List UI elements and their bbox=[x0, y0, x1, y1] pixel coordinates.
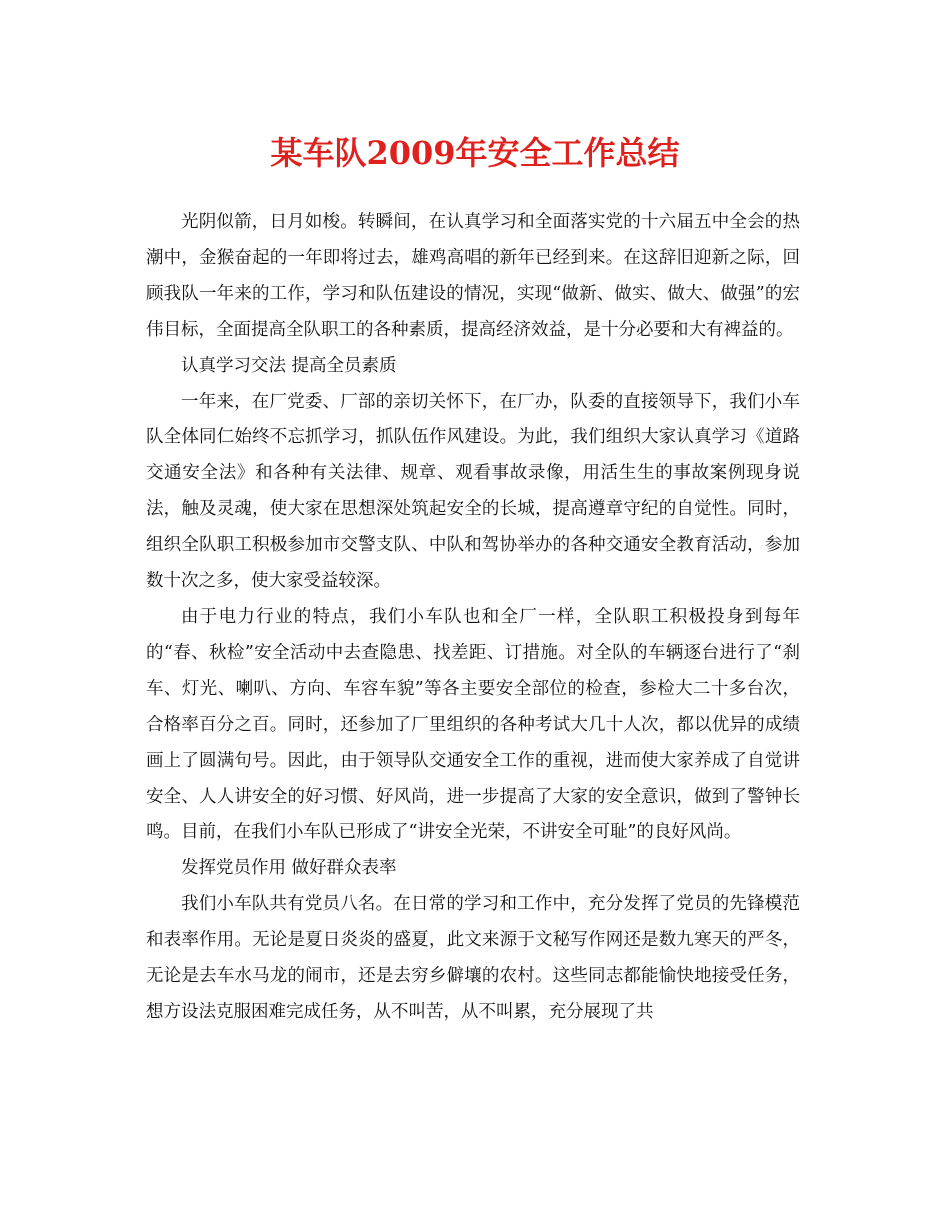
document-title: 某车队2009年安全工作总结 bbox=[270, 134, 680, 172]
paragraph-intro: 光阴似箭，日月如梭。转瞬间，在认真学习和全面落实党的十六届五中全会的热潮中，金猴奋起的一年即将过去，雄鸡高唱的新年已经到来。在这辞旧迎新之际，回顾我队一年来的工作，学习和队伍建设的情况，实现“做新、做实、做大、做强”的宏伟目标，全面提高全队职工的各种素质，提高经济效益，是十分必要和大有裨益的。 bbox=[146, 212, 800, 340]
section-heading-study: 认真学习交法 提高全员素质 bbox=[181, 355, 397, 376]
paragraph-study: 一年来，在厂党委、厂部的亲切关怀下，在厂办，队委的直接领导下，我们小车队全体同仁始终不忘抓学习，抓队伍作风建设。为此，我们组织大家认真学习《道路交通安全法》和各种有关法律、规章、观看事故录像，用活生生的事故案例现身说法，触及灵魂，使大家在思想深处筑起安全的长城，提高遵章守纪的自觉性。同时，组织全队职工积极参加市交警支队、中队和驾协举办的各种交通安全教育活动，参加数十次之多，使大家受益较深。 bbox=[146, 391, 800, 592]
paragraph-inspection: 由于电力行业的特点，我们小车队也和全厂一样，全队职工积极投身到每年的“春、秋检”安全活动中去查隐患、找差距、订措施。对全队的车辆逐台进行了“刹车、灯光、喇叭、方向、车容车貌”等各主要安全部位的检查，参检大二十多台次，合格率百分之百。同时，还参加了厂里组织的各种考试大几十人次，都以优异的成绩画上了圆满句号。因此，由于领导队交通安全工作的重视，进而使大家养成了自觉讲安全、人人讲安全的好习惯、好风尚，进一步提高了大家的安全意识，做到了警钟长鸣。目前，在我们小车队已形成了“讲安全光荣，不讲安全可耻”的良好风尚。 bbox=[146, 606, 800, 843]
document-body bbox=[146, 205, 800, 1031]
paragraph-party: 我们小车队共有党员八名。在日常的学习和工作中，充分发挥了党员的先锋模范和表率作用。无论是夏日炎炎的盛夏，此文来源于文秘写作网还是数九寒天的严冬，无论是去车水马龙的闹市，还是去穷乡僻壤的农村。这些同志都能愉快地接受任务，想方设法克服困难完成任务，从不叫苦，从不叫累，充分展现了共 bbox=[146, 894, 800, 1022]
section-heading-party: 发挥党员作用 做好群众表率 bbox=[181, 858, 397, 879]
